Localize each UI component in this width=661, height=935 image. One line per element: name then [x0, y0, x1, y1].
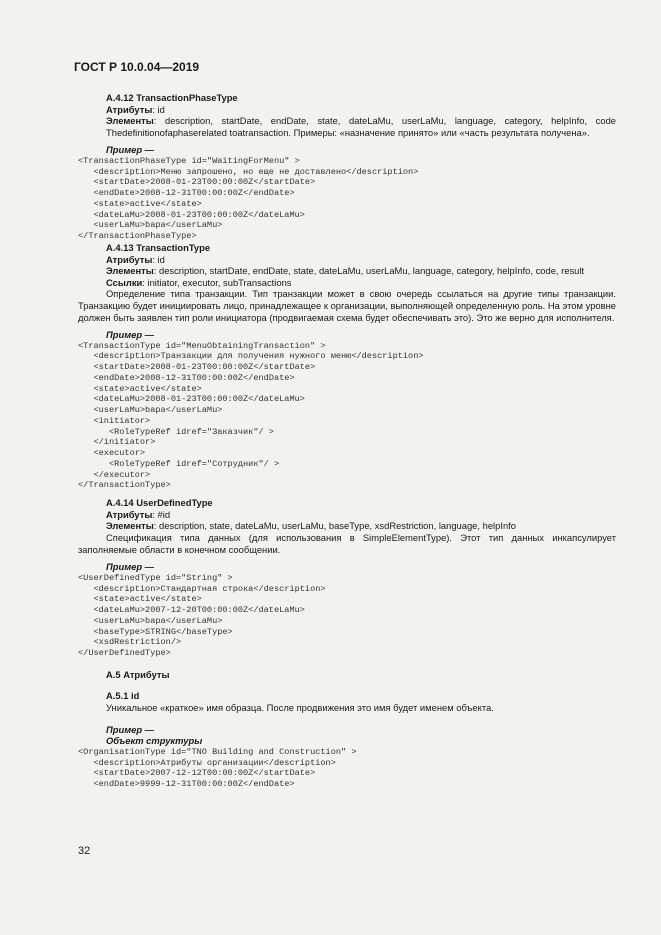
code-line: <xsdRestriction/> [78, 637, 182, 648]
code-line: <TransactionType id="MenuObtainingTransaction" > [78, 340, 326, 351]
code-line: <description>Стандартная строка</description> [78, 583, 326, 594]
section-title: A.4.13 TransactionType [106, 241, 211, 253]
code-line: </UserDefinedType> [78, 648, 171, 659]
section-title: A.4.12 TransactionPhaseType [106, 92, 238, 103]
code-block [78, 341, 616, 492]
code-line: <executor> [78, 448, 146, 459]
code-line: <state>active</state> [78, 383, 202, 394]
code-line: <endDate>2008-12-31T00:00:00Z</endDate> [78, 188, 295, 199]
code-line: <state>active</state> [78, 594, 202, 605]
code-line: <startDate>2008-01-23T00:00:00Z</startDate> [78, 362, 316, 373]
code-line: <userLaMu>bapa</userLaMu> [78, 220, 223, 231]
code-block [78, 156, 616, 242]
attributes-line: Атрибуты: #id [106, 508, 171, 520]
code-line: <TransactionPhaseType id="WaitingForMenu" > [78, 155, 300, 166]
code-line: <dateLaMu>2008-01-23T00:00:00Z</dateLaMu> [78, 394, 305, 405]
page-header: ГОСТ Р 10.0.04—2019 [74, 60, 200, 74]
code-block [78, 573, 616, 659]
paragraph: Определение типа транзакции. Тип транзакции может в свою очередь ссылаться на другие типы транзакции. Транзакцию будет инициировать лицо, принадлежащее к организации, выполняющей определенную роль. На этом уровне должен быть заявлен тип роли инициатора (продвигаемая схема будет обеспечивать это). Это же верно для исполнителя. [78, 288, 616, 323]
code-line: <OrganisationType id="TNO Building and Construction" > [78, 746, 357, 757]
section-title: A.5.1 id [106, 690, 140, 702]
code-line: <description>Атрибуты организации</description> [78, 757, 336, 768]
code-line: <RoleTypeRef idref="Заказчик"/ > [78, 426, 274, 437]
elements-line: Элементы: description, state, dateLaMu, userLaMu, baseType, xsdRestriction, language, helpInfo [106, 520, 516, 532]
code-line: <description>Меню запрошено, но еще не доставлено</description> [78, 166, 419, 177]
code-line: <userLaMu>bapa</userLaMu> [78, 615, 223, 626]
code-line: </initiator> [78, 437, 156, 448]
code-line: <userLaMu>bapa</userLaMu> [78, 405, 223, 416]
attributes-line: Атрибуты: id [106, 103, 165, 115]
code-line: </TransactionPhaseType> [78, 231, 197, 242]
example-label: Пример — [106, 561, 155, 573]
code-line: <startDate>2007-12-12T00:00:00Z</startDate> [78, 768, 316, 779]
section-title: A.4.14 UserDefinedType [106, 497, 213, 509]
references-line: Ссылки: initiator, executor, subTransactions [106, 276, 292, 288]
code-line: <dateLaMu>2008-01-23T00:00:00Z</dateLaMu> [78, 209, 305, 220]
code-line: <dateLaMu>2007-12-20T00:00:00Z</dateLaMu> [78, 605, 305, 616]
code-line: <endDate>9999-12-31T00:00:00Z</endDate> [78, 779, 295, 789]
elements-line: Элементы: description, startDate, endDate, state, dateLaMu, userLaMu, language, category, helpInfo, code Thedefinitionofaphaserelated toatransaction. Примеры: «назначение принято» или «часть результата получена». [106, 115, 616, 138]
code-block [78, 747, 616, 790]
code-line: <UserDefinedType id="String" > [78, 572, 233, 583]
elements-line: Элементы: description, startDate, endDate, state, dateLaMu, userLaMu, language, category, helpInfo, code, result [106, 265, 585, 277]
paragraph: Спецификация типа данных (для использования в SimpleElementType). Этот тип данных инкапсулирует заполняемые области в конечном сообщении. [78, 532, 616, 555]
code-line: <startDate>2008-01-23T00:00:00Z</startDate> [78, 177, 316, 188]
section-title: A.5 Атрибуты [106, 668, 170, 680]
example-subtitle: Объект структуры [106, 735, 203, 747]
code-line: <baseType>STRING</baseType> [78, 626, 233, 637]
attributes-line: Атрибуты: id [106, 253, 165, 265]
code-line: <description>Транзакции для получения нужного меню</description> [78, 351, 424, 362]
paragraph: Уникальное «краткое» имя образца. После продвижения это имя будет именем объекта. [106, 701, 494, 713]
code-line: <state>active</state> [78, 198, 202, 209]
example-label: Пример — [106, 329, 155, 341]
example-label: Пример — [106, 723, 155, 735]
code-line: <initiator> [78, 415, 151, 426]
code-line: <endDate>2008-12-31T00:00:00Z</endDate> [78, 372, 295, 383]
example-label: Пример — [106, 144, 155, 156]
code-line: <RoleTypeRef idref="Сотрудник"/ > [78, 458, 280, 469]
code-line: </executor> [78, 469, 151, 480]
code-line: </TransactionType> [78, 480, 171, 491]
page-number: 32 [78, 845, 91, 857]
page-content [78, 92, 616, 790]
